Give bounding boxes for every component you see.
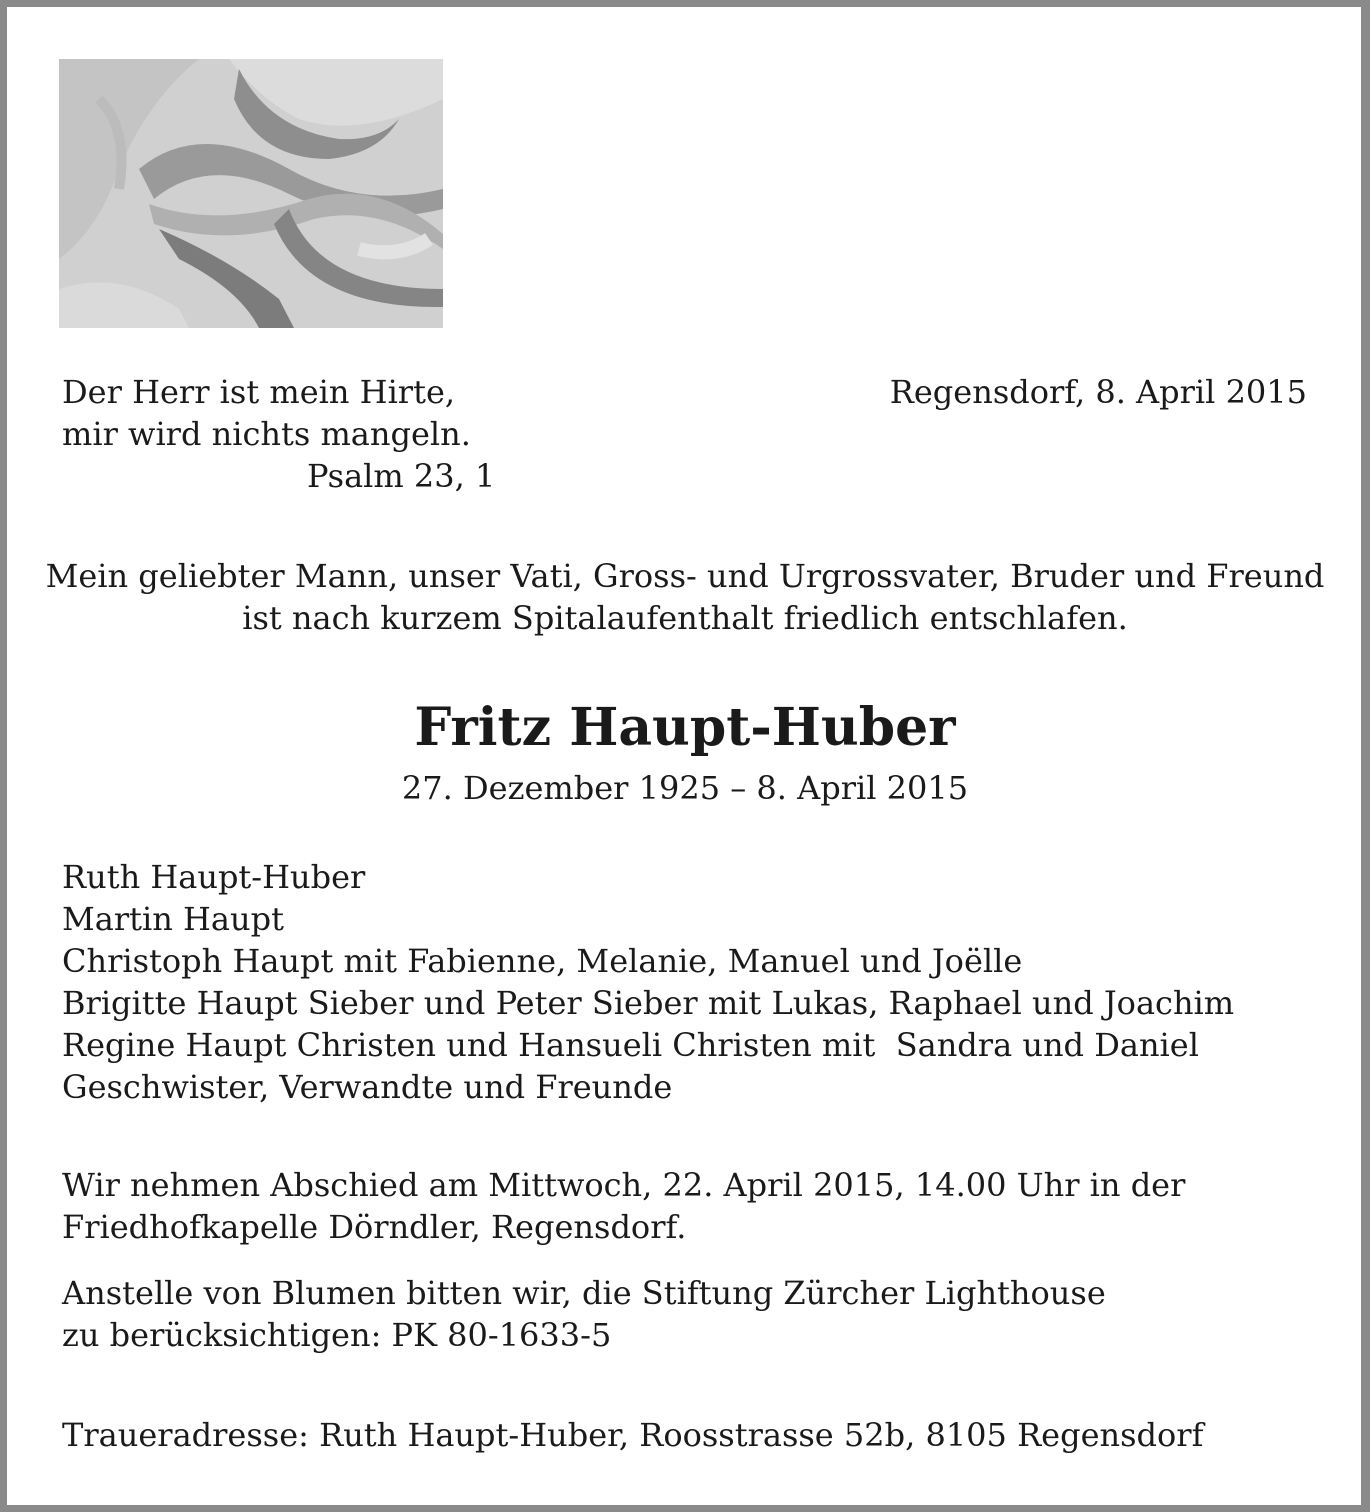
farewell-line: Wir nehmen Abschied am Mittwoch, 22. April 2015, 14.00 Uhr in der: [62, 1166, 1186, 1204]
mourner-entry: Ruth Haupt-Huber: [62, 858, 366, 896]
mourning-address: Traueradresse: Ruth Haupt-Huber, Roosstrasse 52b, 8105 Regensdorf: [62, 1416, 1204, 1454]
announcement-line: Mein geliebter Mann, unser Vati, Gross- und Urgrossvater, Bruder und Freund: [45, 557, 1325, 595]
death-announcement: [0, 555, 1370, 639]
verse-line: mir wird nichts mangeln.: [62, 415, 471, 453]
donation-request: [62, 1272, 1106, 1356]
donation-line: zu berücksichtigen: PK 80-1633-5: [62, 1316, 612, 1354]
deceased-name: Fritz Haupt-Huber: [414, 697, 956, 758]
farewell-line: Friedhofkapelle Dörndler, Regensdorf.: [62, 1208, 687, 1246]
bible-verse: [62, 371, 471, 455]
farewell-service-info: [62, 1164, 1185, 1248]
abstract-artwork-image: [59, 59, 443, 328]
mourner-entry: Geschwister, Verwandte und Freunde: [62, 1068, 673, 1106]
mourner-entry: Martin Haupt: [62, 900, 284, 938]
verse-line: Der Herr ist mein Hirte,: [62, 373, 456, 411]
mourner-entry: Brigitte Haupt Sieber und Peter Sieber mit Lukas, Raphael und Joachim: [62, 984, 1235, 1022]
mourners-list: [62, 856, 1234, 1108]
mourner-entry: Christoph Haupt mit Fabienne, Melanie, Manuel und Joëlle: [62, 942, 1023, 980]
announcement-line: ist nach kurzem Spitalaufenthalt friedlich entschlafen.: [242, 599, 1128, 637]
mourner-entry: Regine Haupt Christen und Hansueli Christen mit Sandra und Daniel: [62, 1026, 1199, 1064]
donation-line: Anstelle von Blumen bitten wir, die Stiftung Zürcher Lighthouse: [62, 1274, 1106, 1312]
place-date: Regensdorf, 8. April 2015: [889, 373, 1307, 411]
verse-reference: Psalm 23, 1: [307, 457, 496, 495]
life-dates: 27. Dezember 1925 – 8. April 2015: [401, 769, 969, 807]
